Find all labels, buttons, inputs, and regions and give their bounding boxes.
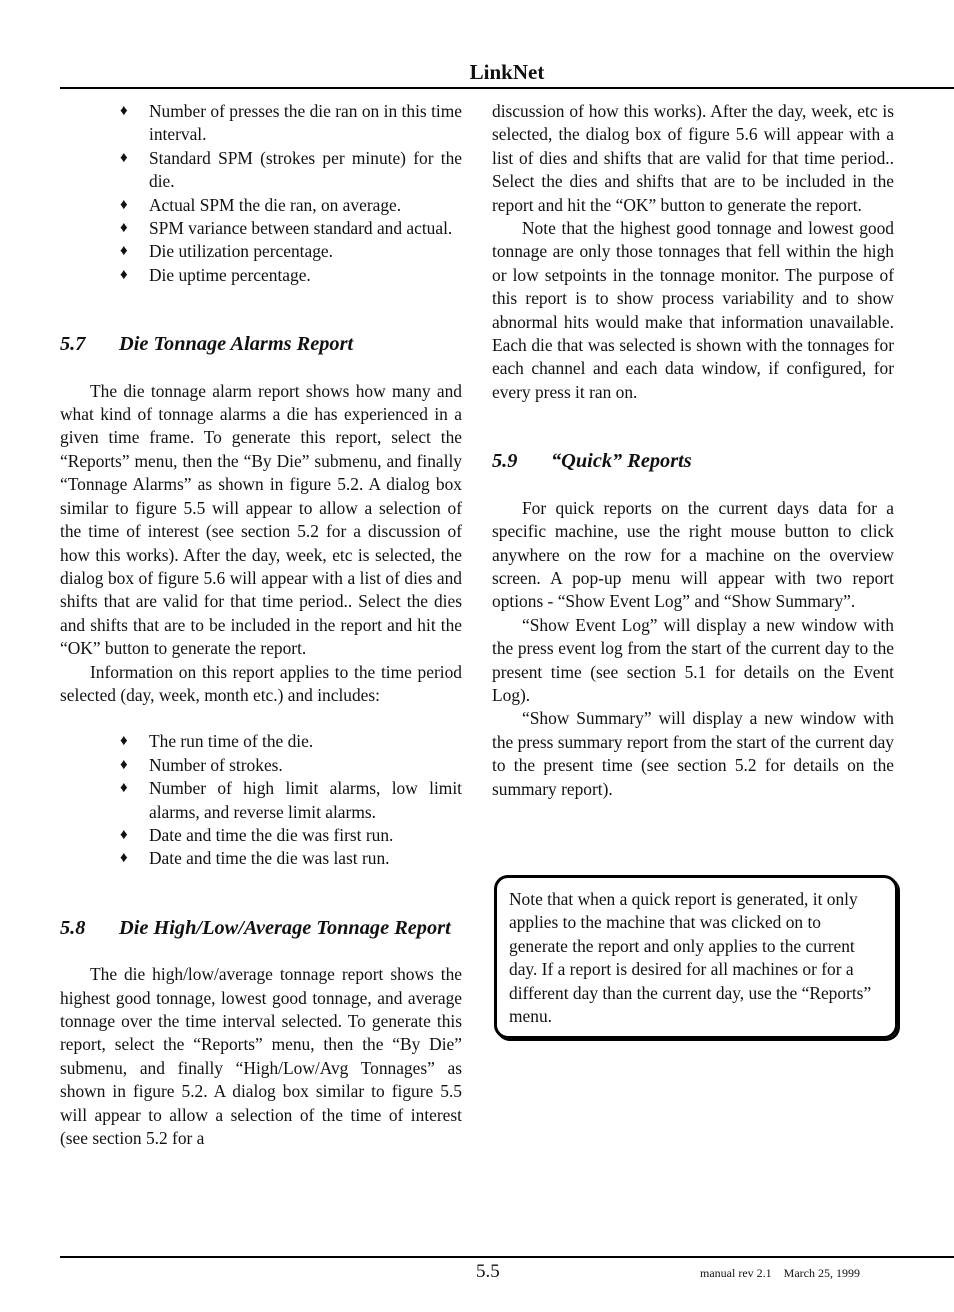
note-box: Note that when a quick report is generated, it only applies to the machine that was clicked on to generate the report and only applies to the current day. If a report is desired for all machines or for a different day than the current day, use the “Reports” menu. bbox=[494, 875, 898, 1039]
paragraph: For quick reports on the current days data for a specific machine, use the right mouse button to click anywhere on the row for a machine on the overview screen. A pop-up menu will appear with two report options - “Show Event Log” and “Show Summary”. bbox=[492, 497, 894, 612]
section-heading-5-8: 5.8 Die High/Low/Average Tonnage Report bbox=[60, 916, 451, 939]
list-item: ♦ SPM variance between standard and actual. bbox=[149, 217, 462, 240]
diamond-bullet-icon: ♦ bbox=[120, 149, 128, 166]
list-item: ♦ Actual SPM the die ran, on average. bbox=[149, 194, 462, 217]
paragraph: The die tonnage alarm report shows how many and what kind of tonnage alarms a die has experienced in a given time frame. To generate this report, select the “Reports” menu, then the “By Die” submenu, and finally “Tonnage Alarms” as shown in figure 5.2. A dialog box similar to figure 5.5 will appear to allow a selection of the time of interest (see section 5.2 for a discussion of how this works). After the day, week, etc is selected, the dialog box of figure 5.6 will appear with a list of dies and shifts that are valid for that time period.. Select the dies and shifts that are to be included in the report and hit the “OK” button to generate the report. bbox=[60, 380, 462, 659]
paragraph: “Show Event Log” will display a new window with the press event log from the start of the current day to the present time (see section 5.1 for details on the Event Log). bbox=[492, 614, 894, 705]
paragraph: Note that the highest good tonnage and lowest good tonnage are only those tonnages that fell within the high or low setpoints in the tonnage monitor. The purpose of this report is to show process variability and to show abnormal hits would make that information unavailable. Each die that was selected is shown with the tonnages for each channel and each data window, if configured, for every press it ran on. bbox=[492, 218, 894, 402]
header-rule bbox=[60, 87, 954, 89]
intro-bullet-list bbox=[60, 100, 462, 287]
alarm-bullet-list bbox=[60, 730, 462, 870]
list-item: ♦ Number of presses the die ran on in this time interval. bbox=[120, 101, 462, 145]
paragraph: The die high/low/average tonnage report shows the highest good tonnage, lowest good tonnage, and average tonnage over the time interval selected. To generate this report, select the “Reports” menu, then the “By Die” submenu, and finally “High/Low/Avg Tonnages” as shown in figure 5.2. A dialog box similar to figure 5.5 will appear to allow a selection of the time of interest (see section 5.2 for a bbox=[60, 964, 462, 1149]
diamond-bullet-icon: ♦ bbox=[120, 850, 128, 867]
footer-rule bbox=[60, 1256, 954, 1258]
list-item: ♦ Die uptime percentage. bbox=[149, 264, 462, 287]
section-heading-5-9: 5.9 “Quick” Reports bbox=[492, 450, 692, 473]
diamond-bullet-icon: ♦ bbox=[120, 220, 128, 237]
diamond-bullet-icon: ♦ bbox=[120, 196, 128, 213]
footer-revision: manual rev 2.1 March 25, 1999 bbox=[700, 1266, 860, 1280]
page-header-title: LinkNet bbox=[469, 60, 545, 84]
diamond-bullet-icon: ♦ bbox=[120, 733, 128, 750]
diamond-bullet-icon: ♦ bbox=[120, 243, 128, 260]
list-item: ♦ Die utilization percentage. bbox=[149, 240, 462, 263]
left-column bbox=[60, 100, 462, 1150]
diamond-bullet-icon: ♦ bbox=[120, 780, 128, 797]
page-number: 5.5 bbox=[476, 1261, 500, 1282]
list-item: ♦ The run time of the die. bbox=[149, 730, 462, 753]
list-item: ♦ Standard SPM (strokes per minute) for the die. bbox=[120, 147, 462, 192]
diamond-bullet-icon: ♦ bbox=[120, 826, 128, 843]
list-item: ♦ Date and time the die was first run. bbox=[149, 824, 462, 847]
list-item: ♦ Number of high limit alarms, low limit alarms, and reverse limit alarms. bbox=[120, 778, 462, 822]
paragraph: Information on this report applies to the time period selected (day, week, month etc.) and includes: bbox=[60, 661, 462, 705]
right-column bbox=[492, 100, 894, 801]
diamond-bullet-icon: ♦ bbox=[120, 266, 128, 283]
list-item: ♦ Date and time the die was last run. bbox=[149, 847, 462, 870]
section-heading-5-7: 5.7 Die Tonnage Alarms Report bbox=[60, 333, 354, 356]
diamond-bullet-icon: ♦ bbox=[120, 756, 128, 773]
paragraph: discussion of how this works). After the day, week, etc is selected, the dialog box of figure 5.6 will appear with a list of dies and shifts that are valid for that time period.. Select the dies and shifts that are to be included in the report and hit the “OK” button to generate the report. bbox=[492, 101, 894, 215]
list-item: ♦ Number of strokes. bbox=[149, 754, 462, 777]
paragraph: “Show Summary” will display a new window with the press summary report from the start of the current day to the present time (see section 5.2 for details on the summary report). bbox=[492, 708, 894, 799]
diamond-bullet-icon: ♦ bbox=[120, 103, 128, 119]
